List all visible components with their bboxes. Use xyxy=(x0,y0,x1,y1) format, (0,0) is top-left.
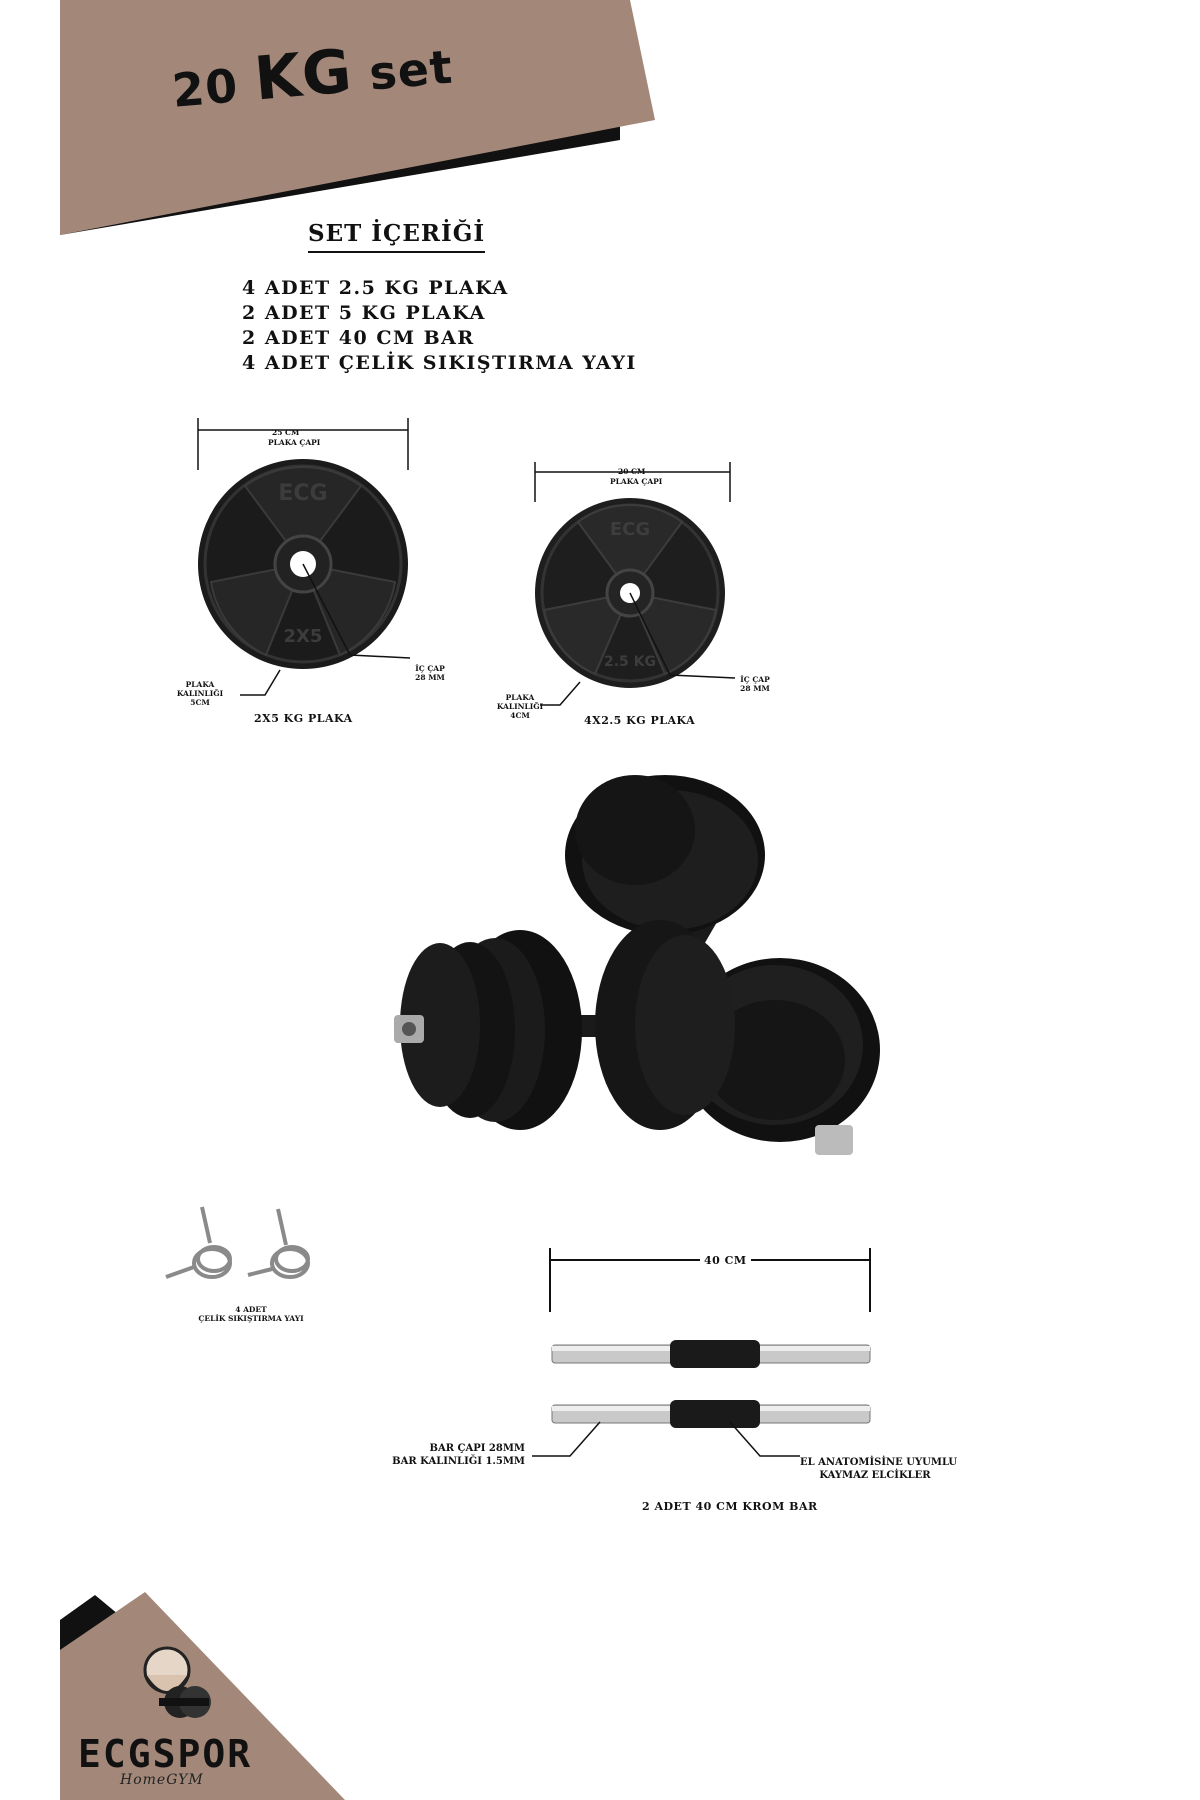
bodybuilder-logo-icon xyxy=(125,1640,215,1725)
plate-5kg-diameter-value: 25 CM xyxy=(272,428,300,437)
contents-heading: SET İÇERİĞİ xyxy=(308,220,485,253)
bar-leader-lines xyxy=(530,1420,810,1470)
list-item: 4 ADET 2.5 KG PLAKA xyxy=(242,277,509,299)
plate-25kg-diameter-label: PLAKA ÇAPI xyxy=(610,477,663,486)
plate-25kg-caption: 4X2.5 KG PLAKA xyxy=(584,714,696,727)
banner-background xyxy=(0,0,1200,260)
spring-collars xyxy=(160,1195,330,1285)
emboss-top: ECG xyxy=(278,481,328,506)
bar-caption: 2 ADET 40 CM KROM BAR xyxy=(642,1500,818,1513)
plate-5kg-caption: 2X5 KG PLAKA xyxy=(254,712,353,725)
dumbbell-set-illustration xyxy=(380,760,920,1180)
spring-collar xyxy=(166,1207,230,1277)
emboss-bottom: 2X5 xyxy=(283,626,323,647)
plate-5kg-bore-label: İÇ ÇAP 28 MM xyxy=(415,664,445,682)
bar-diagram xyxy=(540,1240,900,1440)
bar-grip-label: EL ANATOMİSİNE UYUMLU KAYMAZ ELCİKLER xyxy=(800,1457,958,1481)
plate-25kg-diameter-value: 20 CM xyxy=(618,467,646,476)
chrome-bar xyxy=(552,1340,870,1368)
plate-5kg-diameter-label: PLAKA ÇAPI xyxy=(268,438,321,447)
spring-collar xyxy=(248,1209,308,1277)
brand-name: ECGSPOR xyxy=(78,1732,253,1776)
list-item: 2 ADET 5 KG PLAKA xyxy=(242,302,486,324)
list-item: 2 ADET 40 CM BAR xyxy=(242,327,475,349)
plate-25kg-thickness: PLAKA KALINLIĞI 4CM xyxy=(496,693,544,720)
front-dumbbell xyxy=(394,920,735,1130)
springs-caption: 4 ADET ÇELİK SIKIŞTIRMA YAYI xyxy=(198,1305,304,1323)
bar-diameter-label: BAR ÇAPI 28MM BAR KALINLIĞI 1.5MM xyxy=(392,1443,525,1467)
banner-title: 20 KG set xyxy=(169,36,456,118)
emboss-top: ECG xyxy=(609,519,651,540)
bar-length-label: 40 CM xyxy=(700,1254,751,1267)
plate-25kg-bore-label: İÇ ÇAP 28 MM xyxy=(740,675,770,693)
brand-tagline: HomeGYM xyxy=(120,1772,204,1788)
list-item: 4 ADET ÇELİK SIKIŞTIRMA YAYI xyxy=(242,352,637,374)
plate-5kg-thickness: PLAKA KALINLIĞI 5CM xyxy=(176,680,224,707)
contents-list xyxy=(242,276,637,376)
emboss-bottom: 2.5 KG xyxy=(603,654,657,670)
